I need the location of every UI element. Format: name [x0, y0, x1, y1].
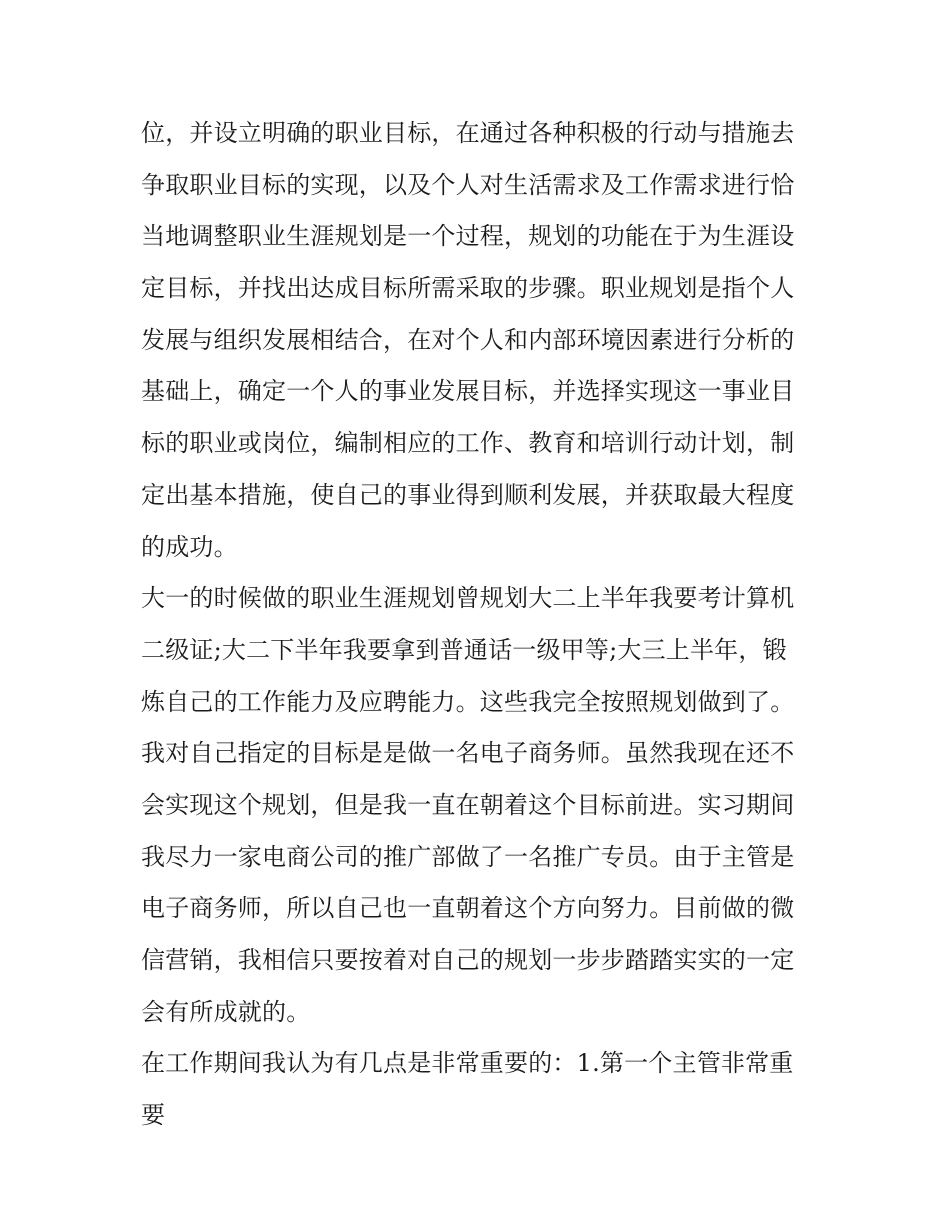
text-line: 二级证;大二下半年我要拿到普通话一级甲等;大三上半年，锻	[141, 635, 787, 664]
text-line: 发展与组织发展相结合，在对个人和内部环境因素进行分析的	[141, 325, 795, 354]
text-line: 争取职业目标的实现，以及个人对生活需求及工作需求进行恰	[141, 170, 795, 199]
body-text	[141, 108, 821, 1142]
text-line: 要	[141, 1101, 166, 1130]
text-line: 在工作期间我认为有几点是非常重要的：1.第一个主管非常重	[141, 1049, 794, 1078]
text-line: 我尽力一家电商公司的推广部做了一名推广专员。由于主管是	[141, 842, 795, 871]
text-line: 会实现这个规划，但是我一直在朝着这个目标前进。实习期间	[141, 790, 795, 819]
text-line: 位，并设立明确的职业目标，在通过各种积极的行动与措施去	[141, 119, 795, 147]
text-line: 大一的时候做的职业生涯规划曾规划大二上半年我要考计算机	[141, 584, 795, 613]
text-line: 标的职业或岗位，编制相应的工作、教育和培训行动计划，制	[141, 429, 795, 458]
text-line: 的成功。	[141, 532, 238, 561]
text-line: 电子商务师，所以自己也一直朝着这个方向努力。目前做的微	[141, 894, 795, 923]
text-line: 我对自己指定的目标是是做一名电子商务师。虽然我现在还不	[141, 739, 795, 768]
text-line: 定目标，并找出达成目标所需采取的步骤。职业规划是指个人	[141, 274, 795, 303]
text-line: 信营销，我相信只要按着对自己的规划一步步踏踏实实的一定	[141, 946, 795, 974]
text-line: 会有所成就的。	[141, 997, 311, 1026]
text-line: 当地调整职业生涯规划是一个过程，规划的功能在于为生涯设	[141, 222, 795, 251]
text-line: 炼自己的工作能力及应聘能力。这些我完全按照规划做到了。	[141, 687, 795, 716]
text-line: 定出基本措施，使自己的事业得到顺利发展，并获取最大程度	[141, 480, 795, 509]
text-line: 基础上，确定一个人的事业发展目标，并选择实现这一事业目	[141, 377, 795, 406]
